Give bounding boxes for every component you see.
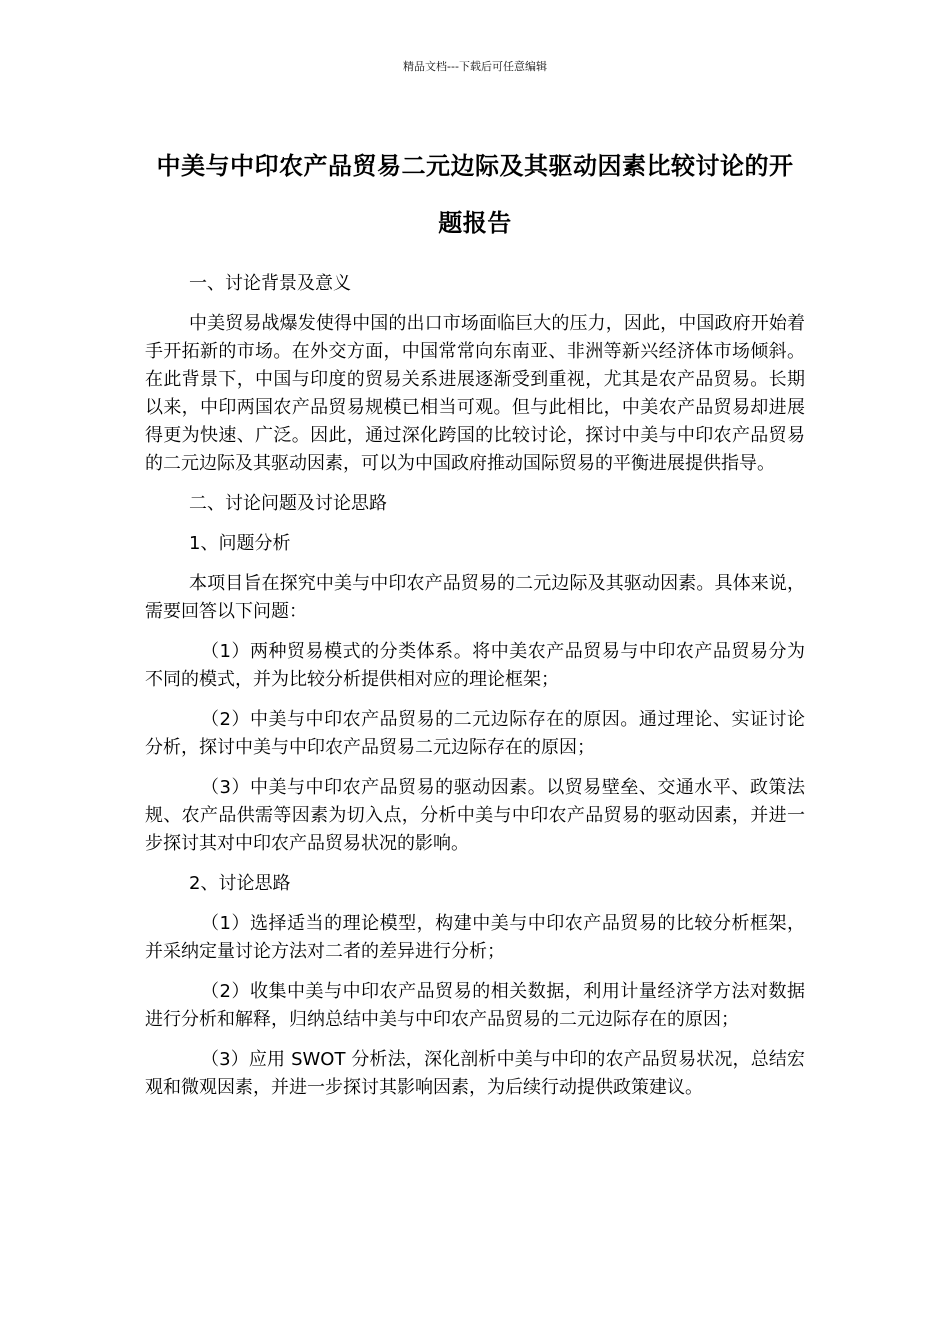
section-heading-research: 二、讨论问题及讨论思路 <box>189 493 387 514</box>
list-item: （2）中美与中印农产品贸易的二元边际存在的原因。通过理论、实证讨论分析，探讨中美与中印农产品贸易二元边际存在的原因； <box>145 709 805 758</box>
subsection-heading-research-approach: 2、讨论思路 <box>189 873 291 894</box>
list-item: （1）两种贸易模式的分类体系。将中美农产品贸易与中印农产品贸易分为不同的模式，并为比较分析提供相对应的理论框架； <box>145 641 805 690</box>
list-item: （1）选择适当的理论模型，构建中美与中印农产品贸易的比较分析框架，并采纳定量讨论方法对二者的差异进行分析； <box>145 913 805 962</box>
subsection-heading-problem-analysis: 1、问题分析 <box>189 533 291 554</box>
document-body <box>145 270 805 1114</box>
page-header: 精品文档---下载后可任意编辑 <box>403 60 547 73</box>
section-heading-background: 一、讨论背景及意义 <box>189 273 351 294</box>
background-paragraph: 中美贸易战爆发使得中国的出口市场面临巨大的压力，因此，中国政府开始着手开拓新的市场。在外交方面，中国常常向东南亚、非洲等新兴经济体市场倾斜。在此背景下，中国与印度的贸易关系进展逐渐受到重视，尤其是农产品贸易。长期以来，中印两国农产品贸易规模已相当可观。但与此相比，中美农产品贸易却进展得更为快速、广泛。因此，通过深化跨国的比较讨论，探讨中美与中印农产品贸易的二元边际及其驱动因素，可以为中国政府推动国际贸易的平衡进展提供指导。 <box>145 313 805 474</box>
document-title: 中美与中印农产品贸易二元边际及其驱动因素比较讨论的开题报告 <box>156 152 794 237</box>
list-item: （3）中美与中印农产品贸易的驱动因素。以贸易壁垒、交通水平、政策法规、农产品供需等因素为切入点，分析中美与中印农产品贸易的驱动因素，并进一步探讨其对中印农产品贸易状况的影响。 <box>145 777 805 854</box>
list-item: （2）收集中美与中印农产品贸易的相关数据，利用计量经济学方法对数据进行分析和解释，归纳总结中美与中印农产品贸易的二元边际存在的原因； <box>145 981 805 1030</box>
problem-analysis-intro: 本项目旨在探究中美与中印农产品贸易的二元边际及其驱动因素。具体来说，需要回答以下问题： <box>145 573 805 622</box>
list-item: （3）应用 SWOT 分析法，深化剖析中美与中印的农产品贸易状况，总结宏观和微观因素，并进一步探讨其影响因素，为后续行动提供政策建议。 <box>145 1049 805 1098</box>
